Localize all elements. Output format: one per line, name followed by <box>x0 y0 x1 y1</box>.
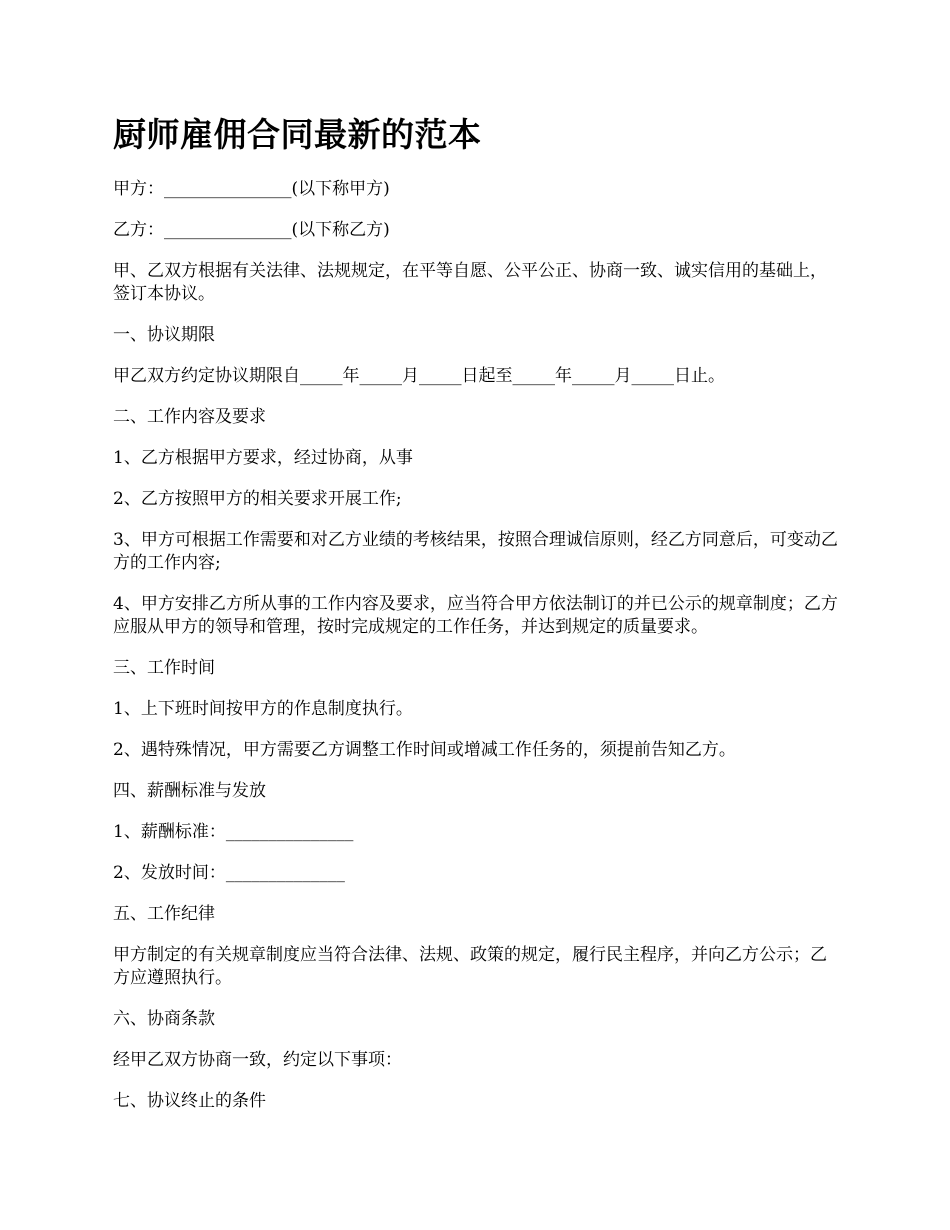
preamble-paragraph: 甲、乙双方根据有关法律、法规规定，在平等自愿、公平公正、协商一致、诚实信用的基础上，签订本协议。 <box>113 261 827 304</box>
work-content-item-3: 3、甲方可根据工作需要和对乙方业绩的考核结果，按照合理诚信原则，经乙方同意后，可变动乙方的工作内容; <box>113 530 838 573</box>
section-heading-termination: 七、协议终止的条件 <box>113 1091 266 1111</box>
term-paragraph: 甲乙双方约定协议期限自_____年_____月_____日起至_____年_____月_____日止。 <box>113 366 725 386</box>
salary-payment-time-line: 2、发放时间：______________ <box>113 863 345 883</box>
negotiated-terms-paragraph: 经甲乙双方协商一致，约定以下事项： <box>113 1050 402 1070</box>
section-heading-salary: 四、薪酬标准与发放 <box>113 781 266 801</box>
section-heading-work-content: 二、工作内容及要求 <box>113 407 266 427</box>
work-time-item-1: 1、上下班时间按甲方的作息制度执行。 <box>113 699 413 719</box>
section-heading-discipline: 五、工作纪律 <box>113 904 215 924</box>
section-heading-work-time: 三、工作时间 <box>113 658 215 678</box>
work-time-item-2: 2、遇特殊情况，甲方需要乙方调整工作时间或增减工作任务的，须提前告知乙方。 <box>113 740 736 760</box>
work-content-item-1: 1、乙方根据甲方要求，经过协商，从事 <box>113 448 413 468</box>
section-heading-term: 一、协议期限 <box>113 325 215 345</box>
salary-standard-line: 1、薪酬标准：_______________ <box>113 822 354 842</box>
document-title: 厨师雇佣合同最新的范本 <box>113 115 482 154</box>
party-b-line: 乙方：_______________(以下称乙方) <box>113 220 390 240</box>
work-content-item-2: 2、乙方按照甲方的相关要求开展工作; <box>113 489 402 509</box>
work-content-item-4: 4、甲方安排乙方所从事的工作内容及要求，应当符合甲方依法制订的并已公示的规章制度；乙方应服从甲方的领导和管理，按时完成规定的工作任务，并达到规定的质量要求。 <box>113 594 838 637</box>
section-heading-negotiated-terms: 六、协商条款 <box>113 1009 215 1029</box>
party-a-line: 甲方：_______________(以下称甲方) <box>113 179 390 199</box>
document-page <box>113 112 843 1131</box>
discipline-paragraph: 甲方制定的有关规章制度应当符合法律、法规、政策的规定，履行民主程序，并向乙方公示；乙方应遵照执行。 <box>113 945 827 988</box>
